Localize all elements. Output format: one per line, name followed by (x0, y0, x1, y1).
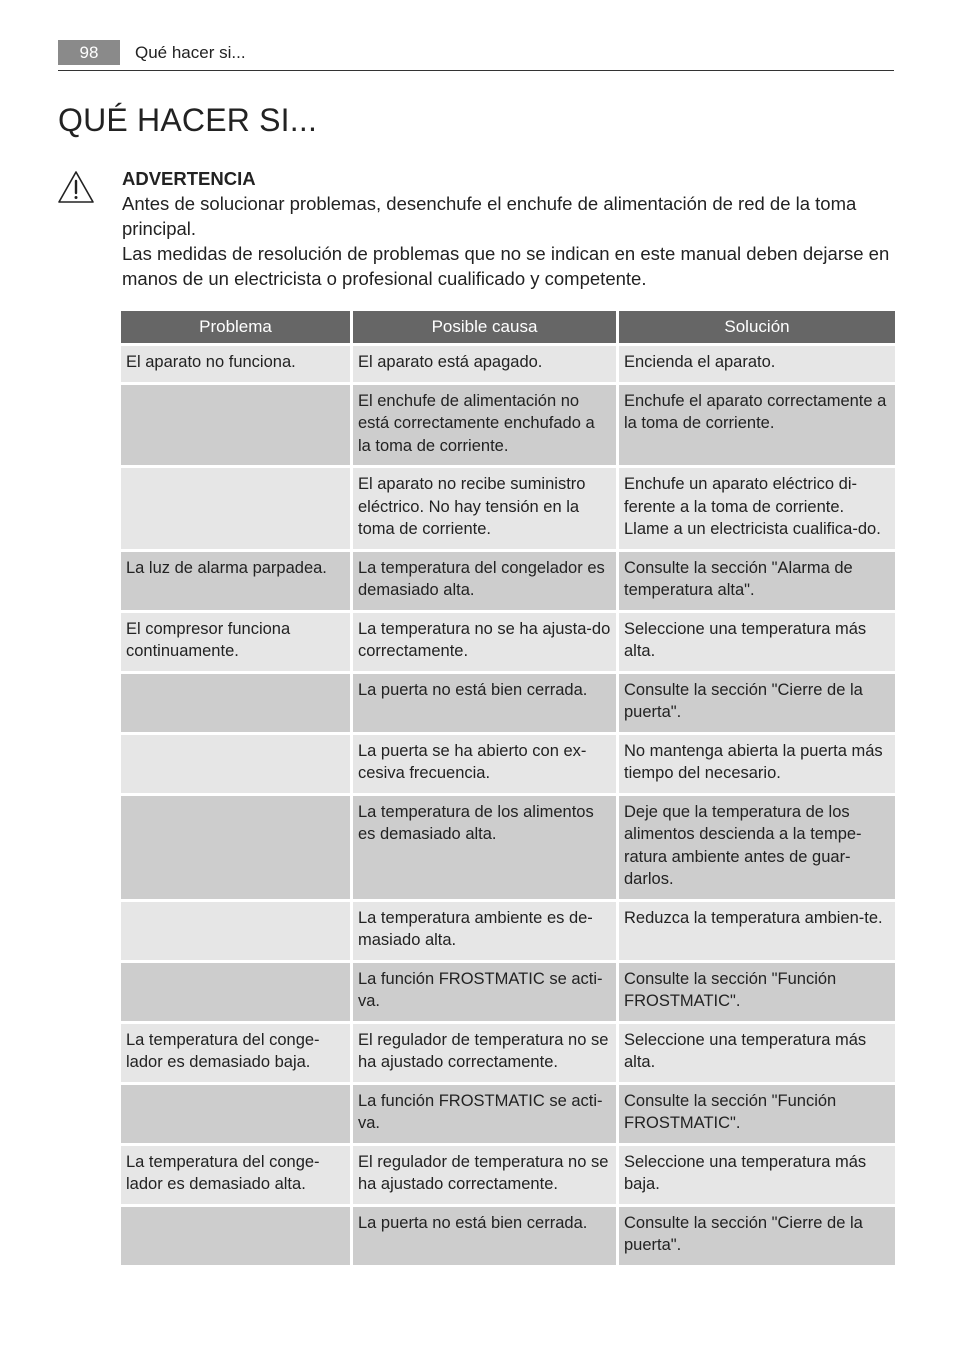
problem-cell (121, 735, 350, 793)
table-row (121, 674, 895, 732)
problem-cell: La luz de alarma parpadea. (121, 552, 350, 610)
solution-cell: Seleccione una temperatura más alta. (619, 613, 895, 671)
troubleshooting-table (118, 308, 898, 1268)
problem-cell: La temperatura del conge-lador es demasiado baja. (121, 1024, 350, 1082)
table-row (121, 1146, 895, 1204)
table-header-row (121, 311, 895, 343)
solution-cell: Reduzca la temperatura ambien-te. (619, 902, 895, 960)
column-header-solution: Solución (619, 311, 895, 343)
cause-cell: La función FROSTMATIC se acti-va. (353, 963, 616, 1021)
solution-cell: Seleccione una temperatura más alta. (619, 1024, 895, 1082)
solution-cell: Consulte la sección "Alarma de temperatura alta". (619, 552, 895, 610)
warning-paragraph: Antes de solucionar problemas, desenchufe el enchufe de alimentación de red de la toma principal. (122, 193, 857, 239)
page-title: QUÉ HACER SI... (58, 102, 318, 138)
cause-cell: La puerta no está bien cerrada. (353, 674, 616, 732)
solution-cell: Seleccione una temperatura más baja. (619, 1146, 895, 1204)
cause-cell: La temperatura del congelador es demasiado alta. (353, 552, 616, 610)
solution-cell: Enchufe un aparato eléctrico di-ferente a la toma de corriente. Llame a un electricista cualifica-do. (619, 468, 895, 549)
warning-title: ADVERTENCIA (122, 168, 256, 189)
running-title: Qué hacer si... (135, 43, 246, 62)
warning-triangle-icon (57, 170, 95, 204)
cause-cell: El enchufe de alimentación no está correctamente enchufado a la toma de corriente. (353, 385, 616, 466)
table-row (121, 735, 895, 793)
table-row (121, 1085, 895, 1143)
problem-cell: El aparato no funciona. (121, 346, 350, 382)
cause-cell: La temperatura ambiente es de-masiado alta. (353, 902, 616, 960)
table-row (121, 468, 895, 549)
table-row (121, 385, 895, 466)
solution-cell: Consulte la sección "Función FROSTMATIC". (619, 1085, 895, 1143)
solution-cell: Encienda el aparato. (619, 346, 895, 382)
problem-cell (121, 1085, 350, 1143)
table-row (121, 796, 895, 899)
solution-cell: Consulte la sección "Cierre de la puerta". (619, 674, 895, 732)
table-row (121, 1207, 895, 1265)
cause-cell: El regulador de temperatura no se ha ajustado correctamente. (353, 1024, 616, 1082)
solution-cell: Consulte la sección "Cierre de la puerta". (619, 1207, 895, 1265)
table-row (121, 902, 895, 960)
warning-paragraph: Las medidas de resolución de problemas que no se indican en este manual deben dejarse en manos de un electricista o profesional cualificado y competente. (122, 243, 890, 289)
problem-cell (121, 963, 350, 1021)
cause-cell: La función FROSTMATIC se acti-va. (353, 1085, 616, 1143)
cause-cell: El aparato está apagado. (353, 346, 616, 382)
problem-cell: La temperatura del conge-lador es demasiado alta. (121, 1146, 350, 1204)
problem-cell (121, 674, 350, 732)
table-row (121, 552, 895, 610)
solution-cell: Enchufe el aparato correctamente a la toma de corriente. (619, 385, 895, 466)
table-row (121, 346, 895, 382)
solution-cell: Deje que la temperatura de los alimentos descienda a la tempe-ratura ambiente antes de guar-darlos. (619, 796, 895, 899)
cause-cell: La temperatura de los alimentos es demasiado alta. (353, 796, 616, 899)
table-row (121, 613, 895, 671)
cause-cell: La puerta se ha abierto con ex-cesiva frecuencia. (353, 735, 616, 793)
problem-cell (121, 1207, 350, 1265)
cause-cell: La temperatura no se ha ajusta-do correctamente. (353, 613, 616, 671)
problem-cell (121, 468, 350, 549)
page-number: 98 (58, 40, 120, 65)
warning-block (122, 166, 902, 291)
table-row (121, 1024, 895, 1082)
column-header-cause: Posible causa (353, 311, 616, 343)
solution-cell: Consulte la sección "Función FROSTMATIC". (619, 963, 895, 1021)
problem-cell (121, 796, 350, 899)
problem-cell (121, 902, 350, 960)
cause-cell: El regulador de temperatura no se ha ajustado correctamente. (353, 1146, 616, 1204)
problem-cell (121, 385, 350, 466)
table-row (121, 963, 895, 1021)
problem-cell: El compresor funciona continuamente. (121, 613, 350, 671)
cause-cell: El aparato no recibe suministro eléctrico. No hay tensión en la toma de corriente. (353, 468, 616, 549)
column-header-problem: Problema (121, 311, 350, 343)
solution-cell: No mantenga abierta la puerta más tiempo del necesario. (619, 735, 895, 793)
cause-cell: La puerta no está bien cerrada. (353, 1207, 616, 1265)
page-header (58, 40, 894, 71)
